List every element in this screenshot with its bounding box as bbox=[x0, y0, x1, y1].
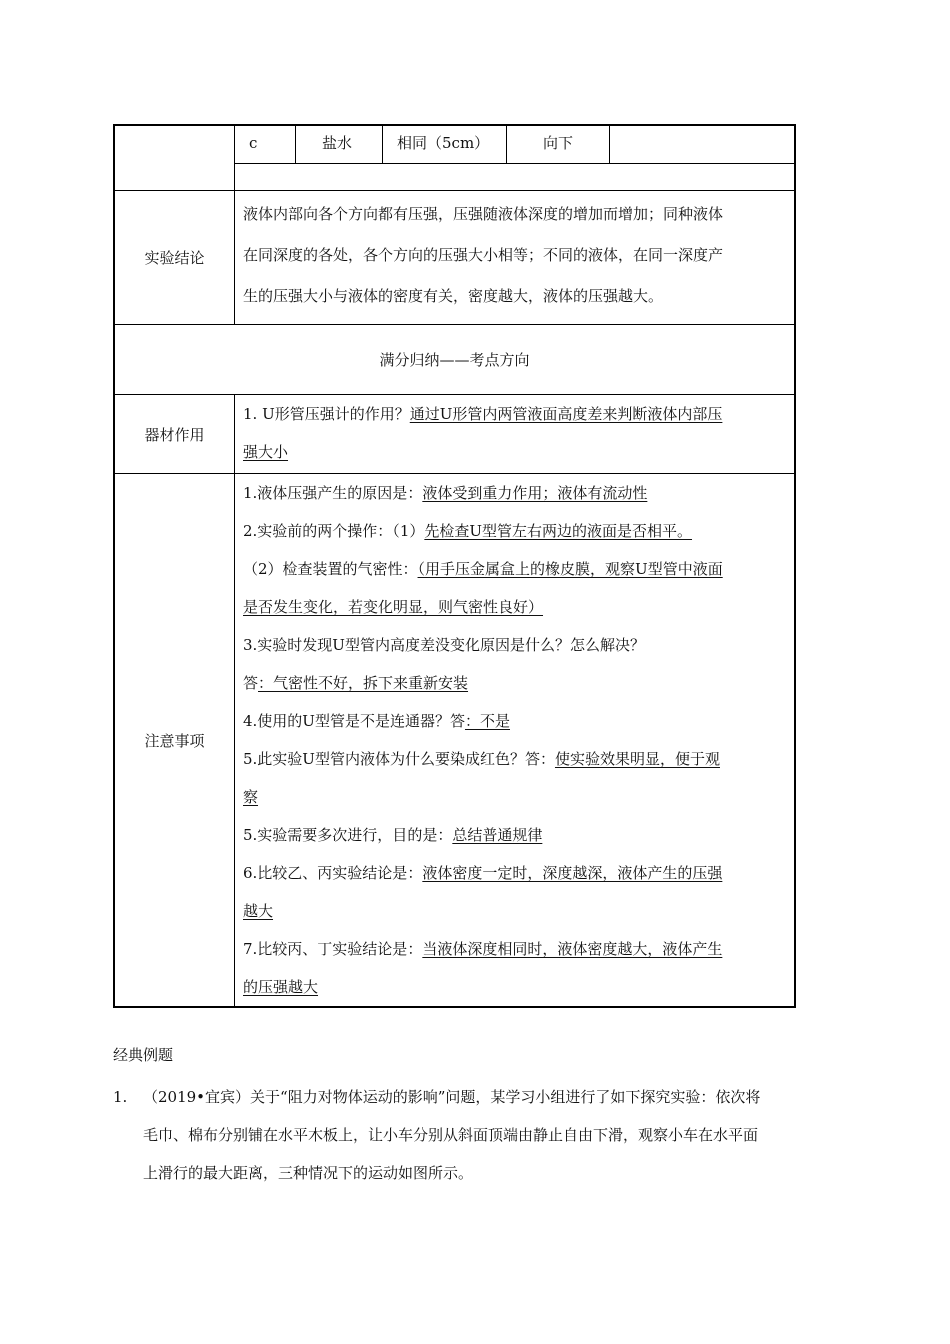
sub-table-row bbox=[235, 126, 794, 164]
group-cell: c bbox=[235, 126, 296, 163]
empty-label-cell bbox=[115, 126, 235, 190]
note-answer: 的压强越大 bbox=[243, 978, 319, 996]
summary-header: 满分归纳——考点方向 bbox=[379, 351, 530, 369]
equipment-answer: 通过U形管内两管液面高度差来判断液体内部压 bbox=[409, 405, 723, 423]
depth-cell: 相同（5cm） bbox=[383, 126, 507, 163]
table-row-notes bbox=[115, 474, 794, 1006]
note-answer: 越大 bbox=[243, 902, 274, 920]
table-row-conclusion bbox=[115, 191, 794, 325]
note-answer: 总结普通规律 bbox=[452, 826, 543, 844]
note-answer: 当液体深度相同时，液体密度越大，液体产生 bbox=[422, 940, 723, 958]
note-text: 4.使用的U型管是不是连通器？答 bbox=[243, 712, 465, 730]
question-number: 1. bbox=[113, 1088, 128, 1106]
height-diff-cell bbox=[610, 126, 794, 163]
conclusion-line: 在同深度的各处，各个方向的压强大小相等；不同的液体，在同一深度产 bbox=[243, 246, 724, 264]
summary-header-row bbox=[115, 325, 794, 395]
note-answer: 使实验效果明显，便于观 bbox=[554, 750, 720, 768]
conclusion-content bbox=[235, 191, 794, 324]
note-answer: ：不是 bbox=[464, 712, 510, 730]
question-text: （2019•宜宾）关于“阻力对物体运动的影响”问题，某学习小组进行了如下探究实验：依次将 bbox=[143, 1088, 761, 1106]
conclusion-line: 生的压强大小与液体的密度有关，密度越大，液体的压强越大。 bbox=[243, 287, 664, 305]
note-answer: 察 bbox=[243, 788, 259, 806]
conclusion-line: 液体内部向各个方向都有压强，压强随液体深度的增加而增加；同种液体 bbox=[243, 205, 724, 223]
note-answer: 先检查U型管左右两边的液面是否相平。 bbox=[424, 522, 693, 540]
note-answer: （用手压金属盒上的橡皮膜，观察U型管中液面 bbox=[417, 560, 723, 578]
example-question-1 bbox=[113, 1078, 843, 1192]
examples-heading: 经典例题 bbox=[113, 1046, 174, 1064]
note-text: 1.液体压强产生的原因是： bbox=[243, 484, 423, 502]
sub-table-blank-row bbox=[235, 164, 794, 190]
note-answer: 是否发生变化，若变化明显，则气密性良好） bbox=[243, 598, 544, 616]
equipment-answer: 强大小 bbox=[243, 443, 289, 461]
note-answer: 液体受到重力作用；液体有流动性 bbox=[422, 484, 648, 502]
note-text: （2）检查装置的气密性： bbox=[243, 560, 418, 578]
direction-cell: 向下 bbox=[507, 126, 610, 163]
experiment-table bbox=[113, 124, 796, 1008]
note-text: 5.实验需要多次进行，目的是： bbox=[243, 826, 453, 844]
note-text: 3.实验时发现U型管内高度差没变化原因是什么？怎么解决？ bbox=[243, 636, 645, 654]
equipment-question: 1. U形管压强计的作用？ bbox=[243, 405, 410, 423]
note-answer: ：气密性不好，拆下来重新安装 bbox=[258, 674, 469, 692]
notes-label: 注意事项 bbox=[115, 474, 235, 1006]
note-text: 5.此实验U型管内液体为什么要染成红色？答： bbox=[243, 750, 555, 768]
equipment-label: 器材作用 bbox=[115, 395, 235, 473]
note-text: 6.比较乙、丙实验结论是： bbox=[243, 864, 423, 882]
notes-content bbox=[235, 474, 794, 1006]
liquid-cell: 盐水 bbox=[296, 126, 383, 163]
table-row-equipment bbox=[115, 395, 794, 474]
note-text: 7.比较丙、丁实验结论是： bbox=[243, 940, 423, 958]
note-text: 2.实验前的两个操作：（1） bbox=[243, 522, 425, 540]
note-answer: 液体密度一定时，深度越深，液体产生的压强 bbox=[422, 864, 723, 882]
conclusion-label: 实验结论 bbox=[115, 191, 235, 324]
question-text: 毛巾、棉布分别铺在水平木板上，让小车分别从斜面顶端由静止自由下滑，观察小车在水平面 bbox=[143, 1126, 759, 1144]
note-text: 答 bbox=[243, 674, 259, 692]
question-text: 上滑行的最大距离，三种情况下的运动如图所示。 bbox=[143, 1164, 474, 1182]
table-row-data bbox=[115, 126, 794, 191]
equipment-content bbox=[235, 395, 794, 473]
sub-table bbox=[235, 126, 794, 190]
